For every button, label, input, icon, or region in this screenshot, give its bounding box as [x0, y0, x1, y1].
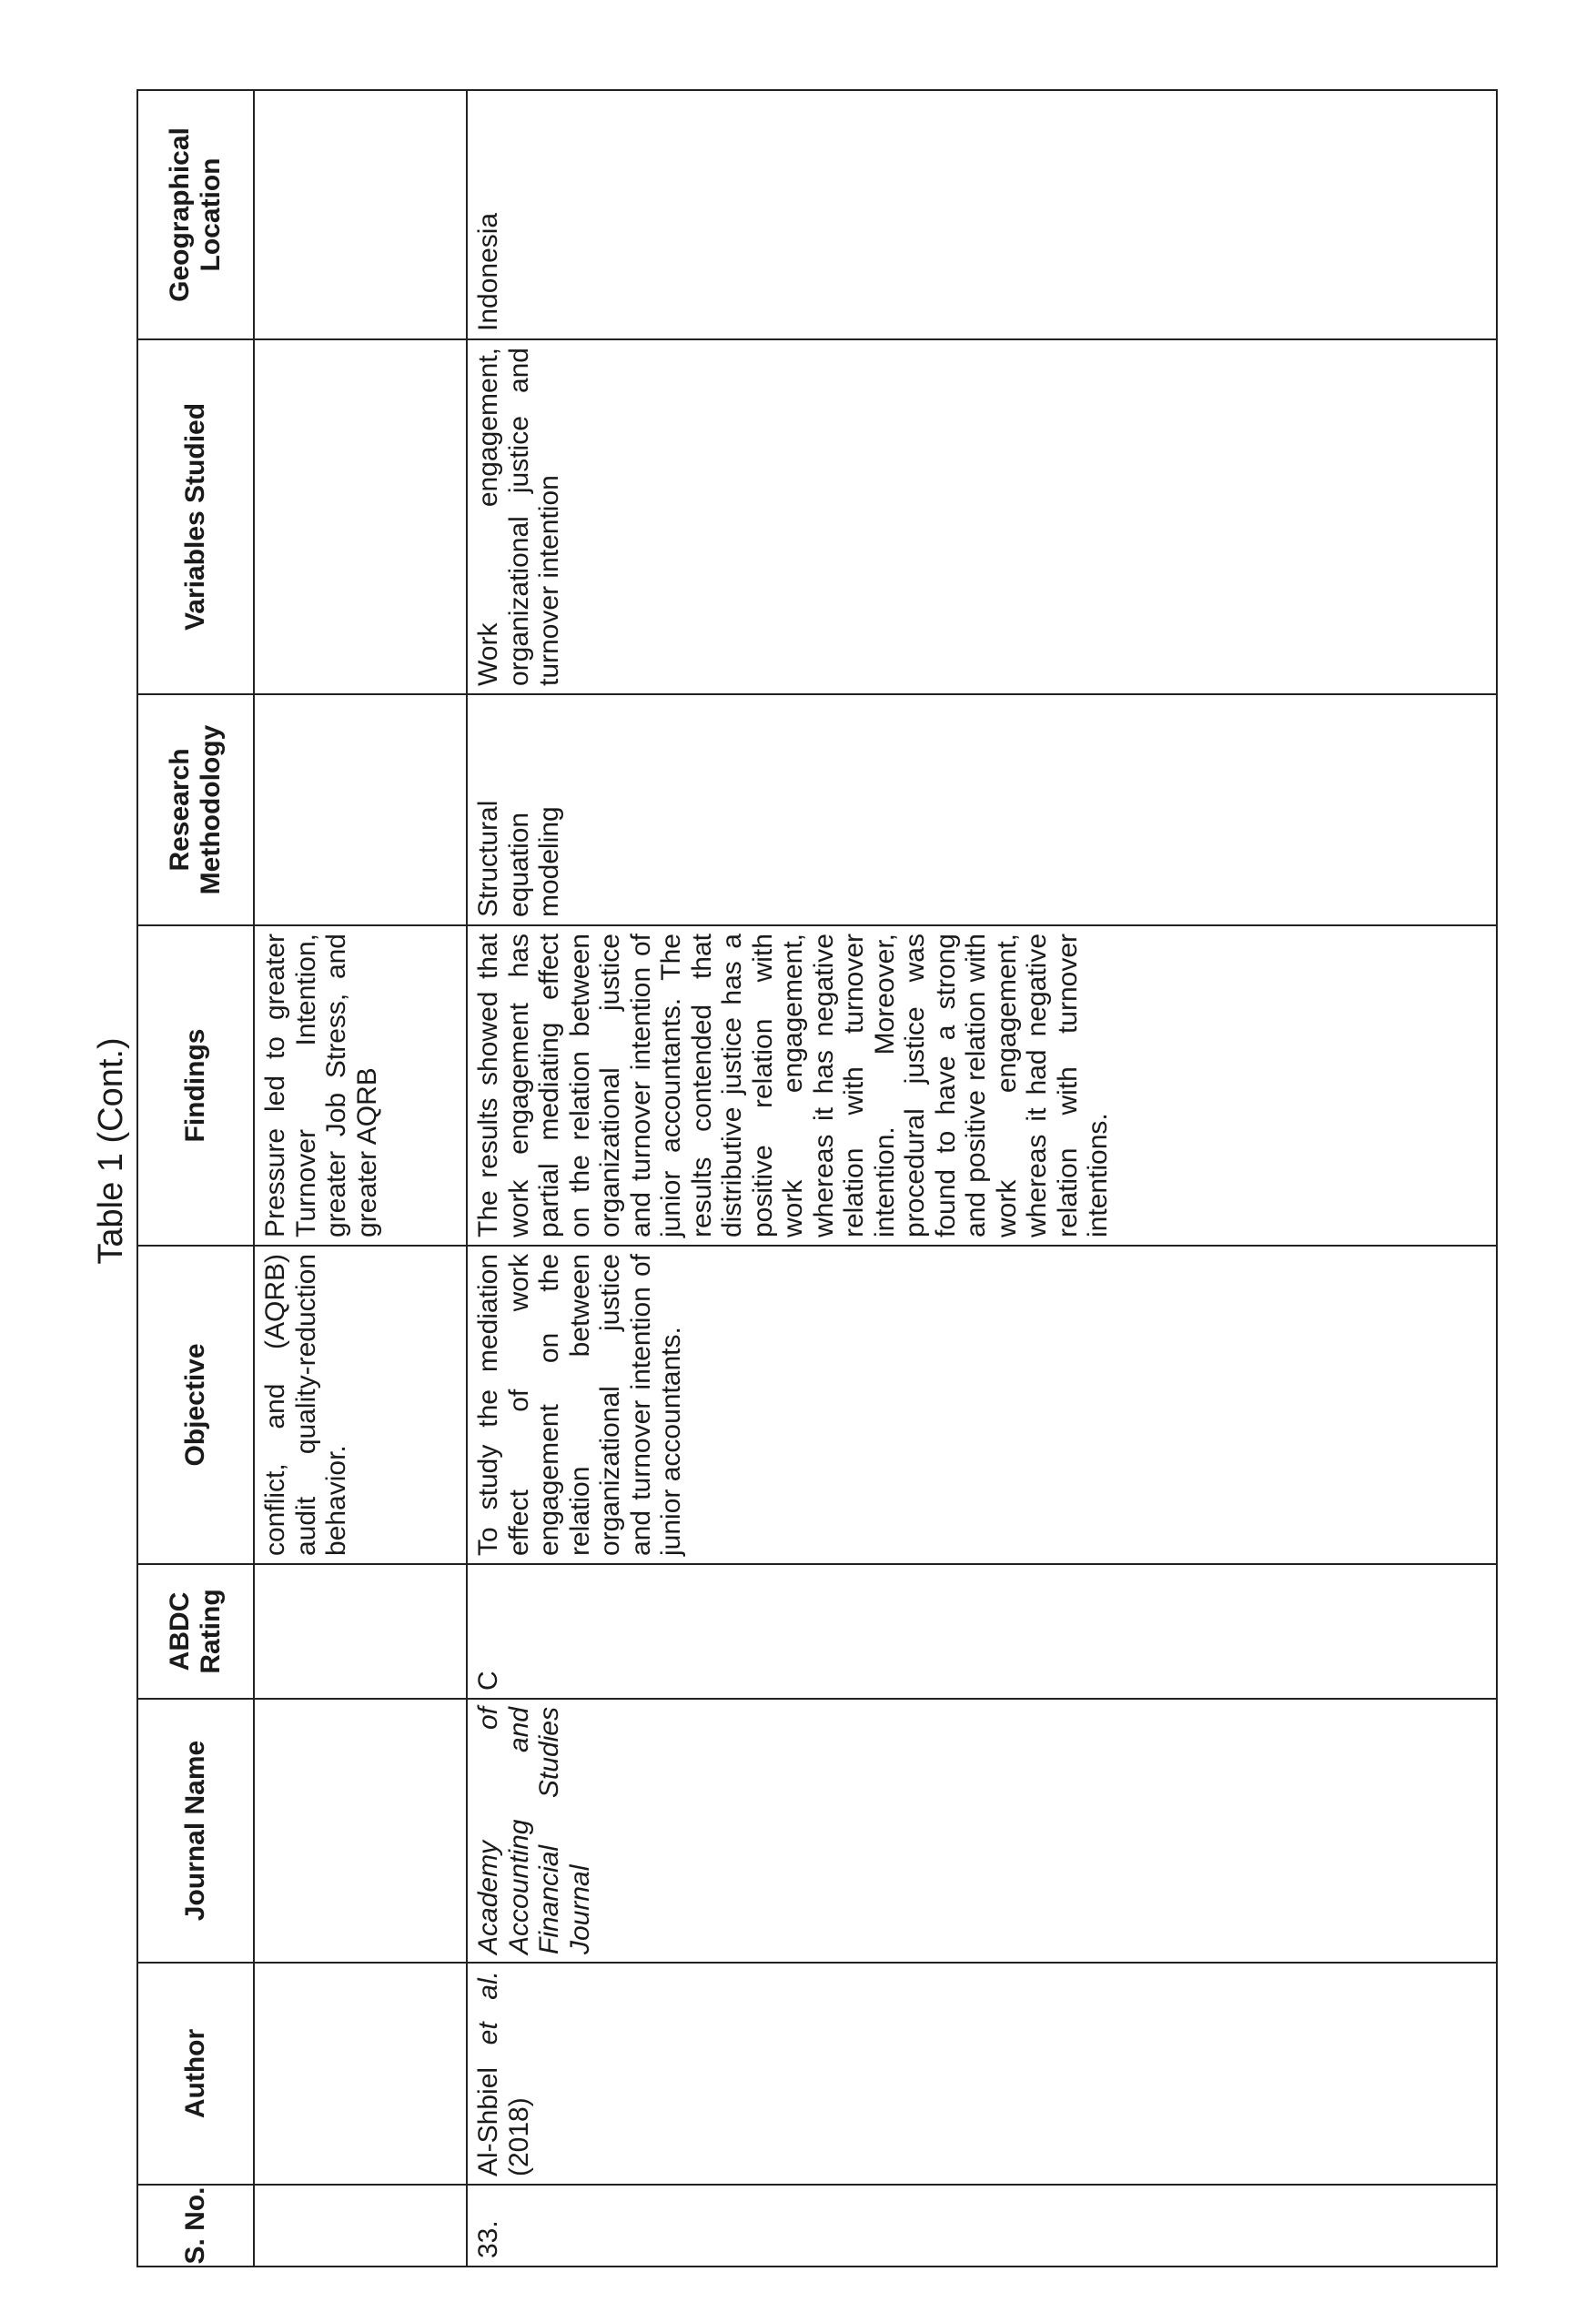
cell-abdc: C	[467, 1564, 1497, 1699]
cell-location	[254, 90, 467, 339]
header-sno: S. No.	[137, 2185, 254, 2267]
cell-sno	[254, 2185, 467, 2267]
cell-journal: Academy of Accounting and Financial Studies Journal	[467, 1699, 1497, 1963]
cell-objective: conflict, and (AQRB) audit quality-reduction behavior.	[254, 1246, 467, 1564]
cell-location: Indonesia	[467, 90, 1497, 339]
cell-variables: Work engagement, organizational justice and turnover intention	[467, 339, 1497, 694]
header-abdc: ABDC Rating	[137, 1564, 254, 1699]
cell-abdc	[254, 1564, 467, 1699]
author-name: Al-Shbiel	[473, 2066, 503, 2176]
literature-review-table	[136, 89, 1498, 2267]
header-methodology: Research Methodology	[137, 694, 254, 925]
header-objective: Objective	[137, 1246, 254, 1564]
cell-objective: To study the mediation effect of work engagement on the relation between organizational justice and turnover intention of junior accountants.	[467, 1246, 1497, 1564]
header-journal: Journal Name	[137, 1699, 254, 1963]
table-row	[467, 90, 1497, 2267]
cell-sno: 33.	[467, 2185, 1497, 2267]
cell-author	[254, 1963, 467, 2185]
cell-methodology	[254, 694, 467, 925]
cell-findings: The results showed that work engagement has partial mediating effect on the relation between organizational justice and turnover intention of junior accountants. The results contended that distributive justice has a positive relation with work engagement, whereas it has negative relation with turnover intention. Moreover, procedural justice was found to have a strong and positive relation with work engagement, whereas it had negative relation with turnover intentions.	[467, 925, 1497, 1246]
header-variables: Variables Studied	[137, 339, 254, 694]
author-etal: et al.	[473, 1971, 503, 2045]
cell-findings: Pressure led to greater Turnover Intention, greater Job Stress, and greater AQRB	[254, 925, 467, 1246]
table-caption: Table 1 (Cont.)	[92, 1037, 130, 1265]
header-author: Author	[137, 1963, 254, 2185]
header-location: Geographical Location	[137, 90, 254, 339]
table-row	[254, 90, 467, 2267]
header-row	[137, 90, 254, 2267]
cell-methodology: Structural equation modeling	[467, 694, 1497, 925]
author-year: (2018)	[503, 2097, 534, 2176]
cell-author	[467, 1963, 1497, 2185]
cell-variables	[254, 339, 467, 694]
cell-journal	[254, 1699, 467, 1963]
header-findings: Findings	[137, 925, 254, 1246]
